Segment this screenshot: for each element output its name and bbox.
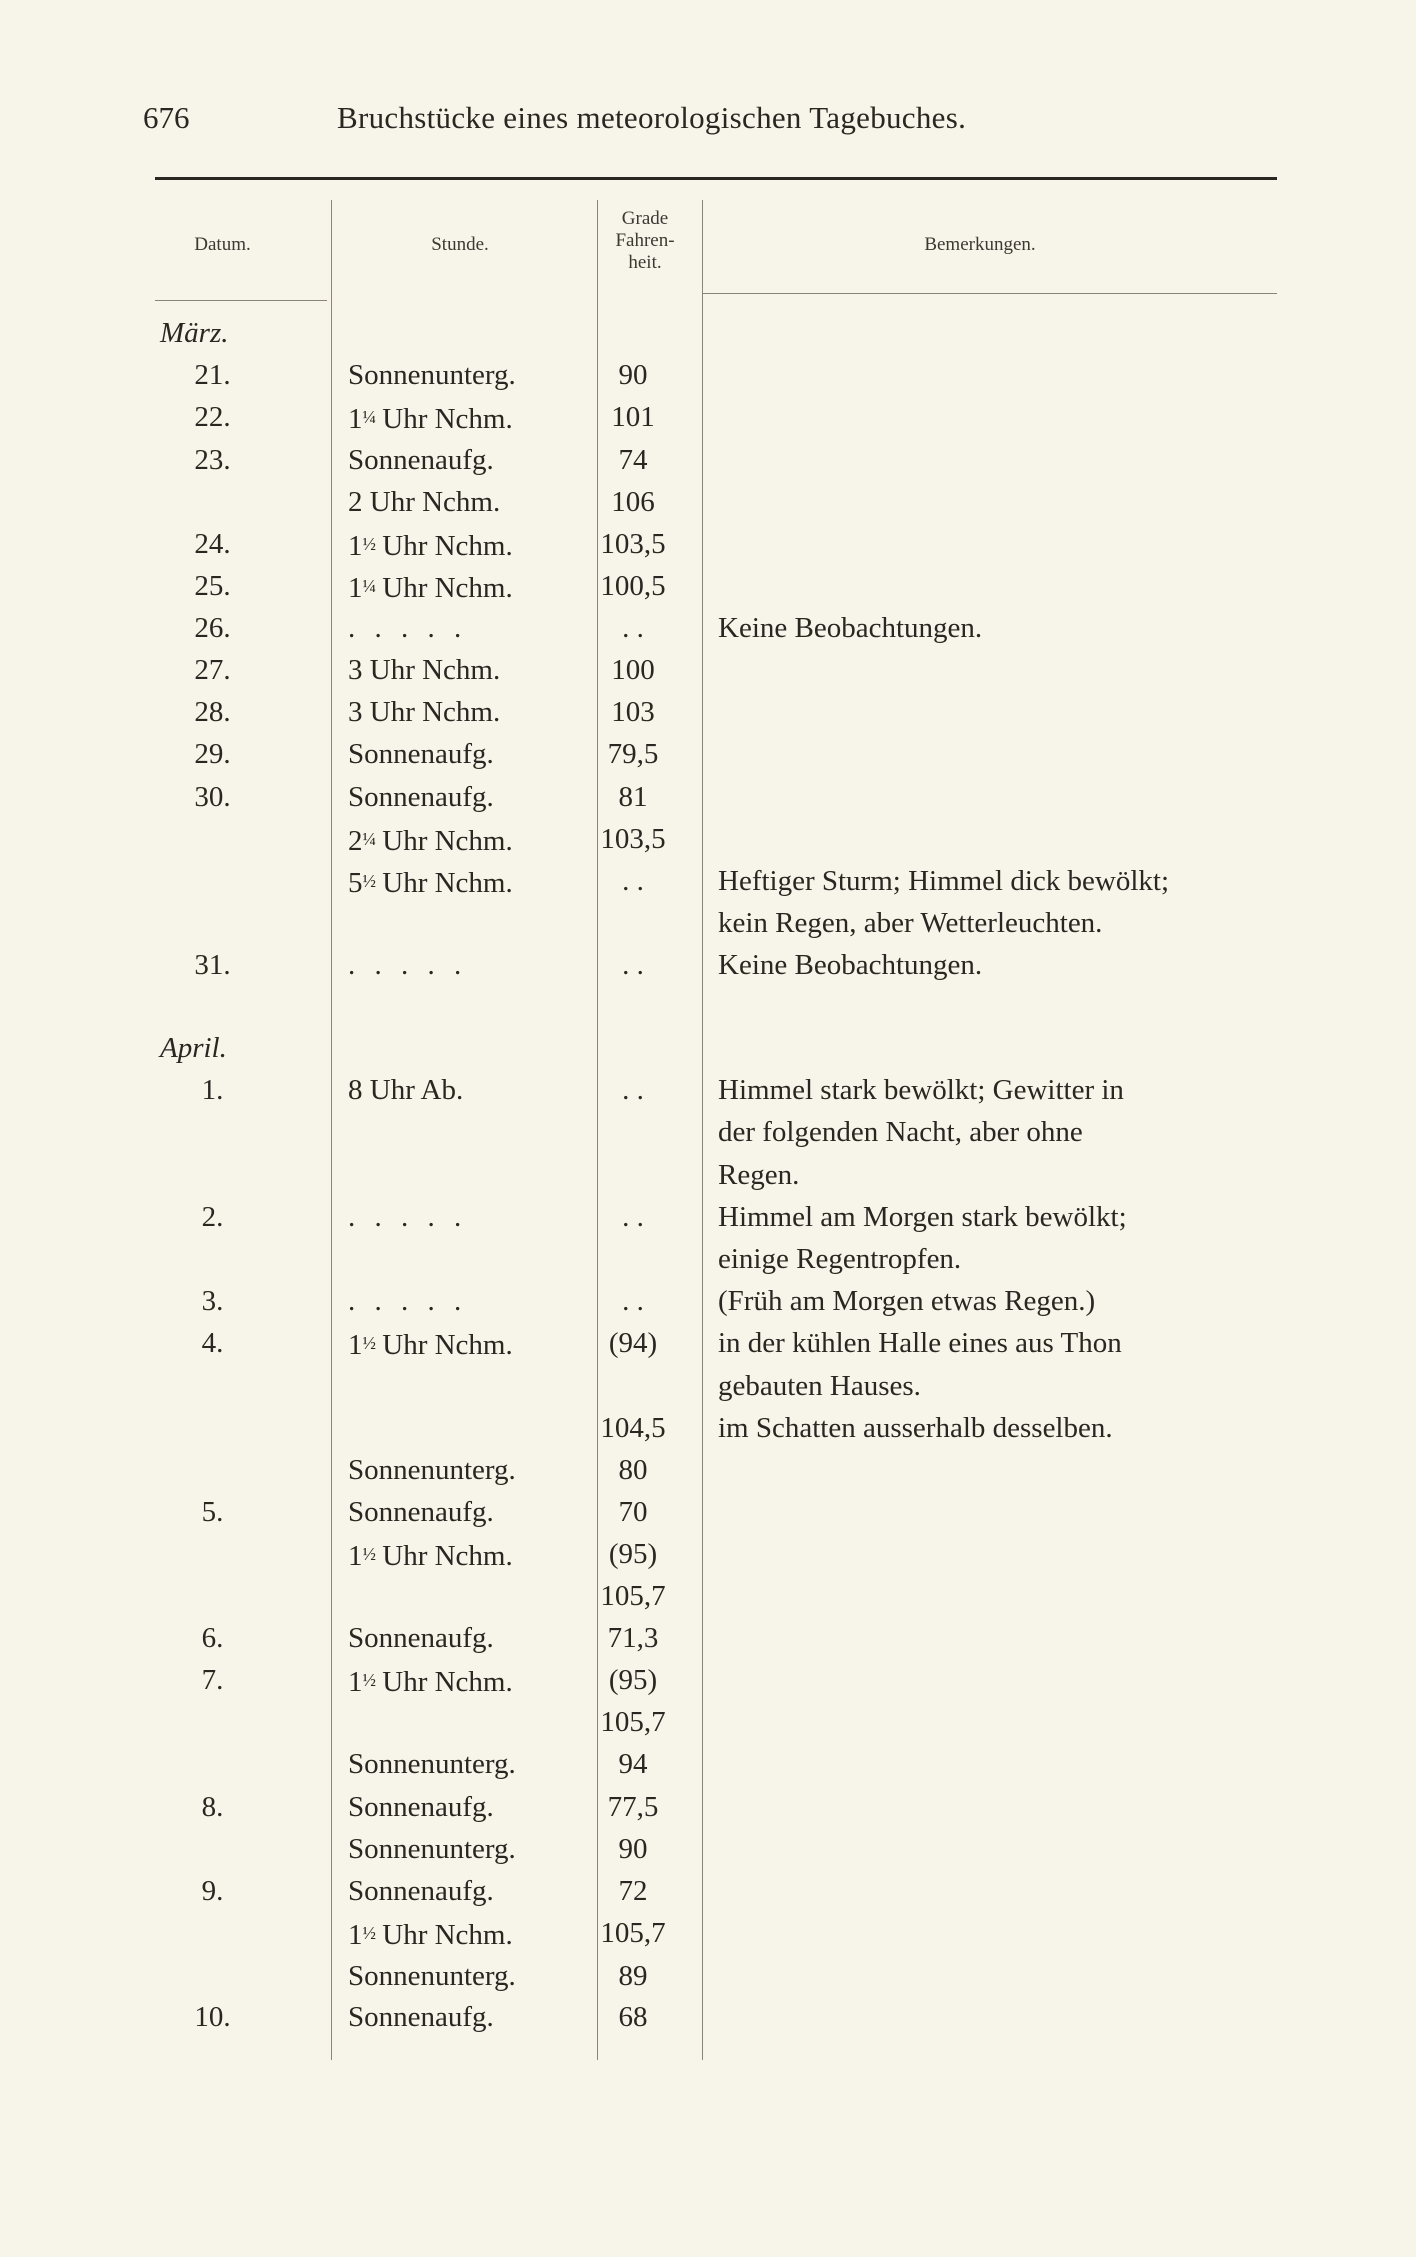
temperature-cell: 79,5 xyxy=(607,738,659,770)
temperature-cell: 74 xyxy=(618,444,648,476)
hour-text: Uhr Nchm. xyxy=(382,1919,513,1951)
hour-cell xyxy=(348,863,513,901)
hour-text: Uhr Nchm. xyxy=(382,1666,513,1698)
remark-cell: der folgenden Nacht, aber ohne xyxy=(718,1116,1083,1148)
header-underline-datum xyxy=(155,300,327,301)
table-row xyxy=(0,736,1416,776)
date-cell: 28. xyxy=(194,696,231,728)
remark-cell: Heftiger Sturm; Himmel dick bewölkt; xyxy=(718,865,1170,897)
table-row xyxy=(0,1746,1416,1786)
hour-text: Uhr Nchm. xyxy=(382,403,513,435)
table-row xyxy=(0,1915,1416,1955)
remark-cell: einige Regentropfen. xyxy=(718,1243,962,1275)
hour-fraction: ½ xyxy=(362,1333,375,1353)
month-label: März. xyxy=(160,317,229,349)
hour-fraction: ¼ xyxy=(362,407,375,427)
temperature-cell: 105,7 xyxy=(600,1580,666,1612)
temperature-cell: 71,3 xyxy=(607,1622,659,1654)
hour-number: 1 xyxy=(348,1919,363,1951)
table-row xyxy=(0,821,1416,861)
hour-cell: Sonnenunterg. xyxy=(348,1454,516,1486)
temperature-cell: 68 xyxy=(618,2001,648,2033)
date-cell: 21. xyxy=(194,359,231,391)
hour-cell: 3 Uhr Nchm. xyxy=(348,654,501,686)
table-row xyxy=(0,1072,1416,1112)
hour-cell: Sonnenaufg. xyxy=(348,781,494,813)
page-header xyxy=(143,100,1283,150)
temperature-cell: 100,5 xyxy=(600,570,666,602)
hour-fraction: ½ xyxy=(362,1670,375,1690)
table-row xyxy=(0,1114,1416,1154)
hour-cell xyxy=(348,399,513,437)
temperature-cell: . . xyxy=(622,1074,644,1106)
temperature-cell: 103,5 xyxy=(600,528,666,560)
table-row xyxy=(0,1494,1416,1534)
column-header-grade xyxy=(590,208,700,274)
hour-cell: . . . . . xyxy=(348,612,468,644)
date-cell: 7. xyxy=(201,1664,224,1696)
table-row xyxy=(0,779,1416,819)
temperature-cell: 104,5 xyxy=(600,1412,666,1444)
table-row xyxy=(0,1410,1416,1450)
temperature-cell: . . xyxy=(622,949,644,981)
hour-fraction: ¼ xyxy=(362,576,375,596)
hour-text: Uhr Nchm. xyxy=(382,530,513,562)
column-header-grade-line2: Fahren- xyxy=(615,230,675,251)
hour-number: 1 xyxy=(348,1329,363,1361)
hour-cell: 3 Uhr Nchm. xyxy=(348,696,501,728)
table-row xyxy=(0,652,1416,692)
table-row xyxy=(0,1030,1416,1070)
temperature-cell: 90 xyxy=(618,1833,648,1865)
date-cell: 4. xyxy=(201,1327,224,1359)
table-row xyxy=(0,610,1416,650)
hour-number: 1 xyxy=(348,572,363,604)
hour-cell: 2 Uhr Nchm. xyxy=(348,486,501,518)
hour-cell xyxy=(348,1662,513,1700)
remark-cell: (Früh am Morgen etwas Regen.) xyxy=(718,1285,1096,1317)
temperature-cell: (94) xyxy=(608,1327,658,1359)
hour-text: Uhr Nchm. xyxy=(382,867,513,899)
hour-cell: . . . . . xyxy=(348,949,468,981)
hour-cell xyxy=(348,1325,513,1363)
remark-cell: Regen. xyxy=(718,1159,800,1191)
remark-cell: Keine Beobachtungen. xyxy=(718,612,983,644)
table-row xyxy=(0,442,1416,482)
table-row xyxy=(0,315,1416,355)
table-row xyxy=(0,1536,1416,1576)
table-row xyxy=(0,1325,1416,1365)
table-row xyxy=(0,694,1416,734)
remark-cell: Himmel am Morgen stark bewölkt; xyxy=(718,1201,1127,1233)
temperature-cell: 94 xyxy=(618,1748,648,1780)
date-cell: 31. xyxy=(194,949,231,981)
hour-cell xyxy=(348,1536,513,1574)
temperature-cell: . . xyxy=(622,1201,644,1233)
temperature-cell: 103 xyxy=(611,696,655,728)
table-row xyxy=(0,947,1416,987)
remark-cell: Keine Beobachtungen. xyxy=(718,949,983,981)
date-cell: 23. xyxy=(194,444,231,476)
column-header-grade-line3: heit. xyxy=(628,252,662,273)
table-row xyxy=(0,1157,1416,1197)
date-cell: 29. xyxy=(194,738,231,770)
date-cell: 27. xyxy=(194,654,231,686)
temperature-cell: 70 xyxy=(618,1496,648,1528)
hour-cell: Sonnenaufg. xyxy=(348,1496,494,1528)
hour-cell: Sonnenaufg. xyxy=(348,1791,494,1823)
temperature-cell: (95) xyxy=(608,1538,658,1570)
temperature-cell: 80 xyxy=(618,1454,648,1486)
hour-cell: Sonnenaufg. xyxy=(348,1875,494,1907)
table-row xyxy=(0,1999,1416,2039)
date-cell: 24. xyxy=(194,528,231,560)
hour-fraction: ½ xyxy=(362,871,375,891)
table-row xyxy=(0,1831,1416,1871)
hour-cell: Sonnenaufg. xyxy=(348,738,494,770)
hour-cell: Sonnenunterg. xyxy=(348,1833,516,1865)
hour-text: Uhr Nchm. xyxy=(382,825,513,857)
hour-cell xyxy=(348,568,513,606)
hour-fraction: ¼ xyxy=(362,829,375,849)
hour-cell: Sonnenunterg. xyxy=(348,1960,516,1992)
table-row xyxy=(0,526,1416,566)
hour-cell: Sonnenunterg. xyxy=(348,359,516,391)
hour-text: Uhr Nchm. xyxy=(382,572,513,604)
table-row xyxy=(0,905,1416,945)
table-row xyxy=(0,863,1416,903)
table-row xyxy=(0,568,1416,608)
table-row xyxy=(0,484,1416,524)
hour-cell: Sonnenaufg. xyxy=(348,2001,494,2033)
remark-cell: in der kühlen Halle eines aus Thon xyxy=(718,1327,1122,1359)
temperature-cell: 100 xyxy=(611,654,655,686)
hour-cell: . . . . . xyxy=(348,1285,468,1317)
temperature-cell: 105,7 xyxy=(600,1706,666,1738)
table-row xyxy=(0,1704,1416,1744)
hour-number: 1 xyxy=(348,1666,363,1698)
remark-cell: kein Regen, aber Wetterleuchten. xyxy=(718,907,1103,939)
temperature-cell: . . xyxy=(622,865,644,897)
date-cell: 5. xyxy=(201,1496,224,1528)
temperature-cell: 105,7 xyxy=(600,1917,666,1949)
remark-cell: im Schatten ausserhalb desselben. xyxy=(718,1412,1113,1444)
hour-fraction: ½ xyxy=(362,1544,375,1564)
date-cell: 3. xyxy=(201,1285,224,1317)
column-header-stunde: Stunde. xyxy=(431,234,489,255)
running-title: Bruchstücke eines meteorologischen Tagebuches. xyxy=(337,100,967,135)
date-cell: 9. xyxy=(201,1875,224,1907)
hour-number: 1 xyxy=(348,530,363,562)
table-row xyxy=(0,1199,1416,1239)
table-row xyxy=(0,1620,1416,1660)
table-row xyxy=(0,1452,1416,1492)
remark-cell: gebauten Hauses. xyxy=(718,1370,921,1402)
hour-number: 5 xyxy=(348,867,363,899)
hour-number: 2 xyxy=(348,825,363,857)
hour-cell: Sonnenaufg. xyxy=(348,1622,494,1654)
page-number: 676 xyxy=(143,100,190,135)
hour-number: 1 xyxy=(348,403,363,435)
temperature-cell: 101 xyxy=(611,401,655,433)
table-row xyxy=(0,1578,1416,1618)
date-cell: 1. xyxy=(201,1074,224,1106)
date-cell: 2. xyxy=(201,1201,224,1233)
temperature-cell: 72 xyxy=(618,1875,648,1907)
hour-cell: 8 Uhr Ab. xyxy=(348,1074,464,1106)
table-row xyxy=(0,399,1416,439)
date-cell: 8. xyxy=(201,1791,224,1823)
temperature-cell: . . xyxy=(622,1285,644,1317)
date-cell: 22. xyxy=(194,401,231,433)
hour-cell xyxy=(348,526,513,564)
table-row xyxy=(0,1958,1416,1998)
date-cell: 10. xyxy=(194,2001,231,2033)
date-cell: 6. xyxy=(201,1622,224,1654)
hour-cell: . . . . . xyxy=(348,1201,468,1233)
temperature-cell: 81 xyxy=(618,781,648,813)
date-cell: 26. xyxy=(194,612,231,644)
table-top-rule xyxy=(155,177,1277,180)
temperature-cell: 77,5 xyxy=(607,1791,659,1823)
hour-fraction: ½ xyxy=(362,1923,375,1943)
table-row xyxy=(0,1368,1416,1408)
hour-cell xyxy=(348,1915,513,1953)
temperature-cell: 106 xyxy=(611,486,655,518)
hour-fraction: ½ xyxy=(362,534,375,554)
hour-text: Uhr Nchm. xyxy=(382,1540,513,1572)
hour-number: 1 xyxy=(348,1540,363,1572)
hour-cell xyxy=(348,821,513,859)
table-row xyxy=(0,1662,1416,1702)
date-cell: 25. xyxy=(194,570,231,602)
table-row xyxy=(0,1283,1416,1323)
hour-cell: Sonnenaufg. xyxy=(348,444,494,476)
hour-text: Uhr Nchm. xyxy=(382,1329,513,1361)
month-label: April. xyxy=(160,1032,227,1064)
column-header-bemerkungen: Bemerkungen. xyxy=(924,234,1036,255)
remark-cell: Himmel stark bewölkt; Gewitter in xyxy=(718,1074,1124,1106)
temperature-cell: (95) xyxy=(608,1664,658,1696)
table-row xyxy=(0,1241,1416,1281)
date-cell: 30. xyxy=(194,781,231,813)
table-row xyxy=(0,1789,1416,1829)
column-header-datum: Datum. xyxy=(194,234,251,255)
temperature-cell: 89 xyxy=(618,1960,648,1992)
hour-cell: Sonnenunterg. xyxy=(348,1748,516,1780)
temperature-cell: 103,5 xyxy=(600,823,666,855)
table-row xyxy=(0,357,1416,397)
table-row xyxy=(0,1873,1416,1913)
column-header-grade-line1: Grade xyxy=(621,208,669,229)
header-underline-bemerkungen xyxy=(702,293,1277,294)
temperature-cell: . . xyxy=(622,612,644,644)
temperature-cell: 90 xyxy=(618,359,648,391)
